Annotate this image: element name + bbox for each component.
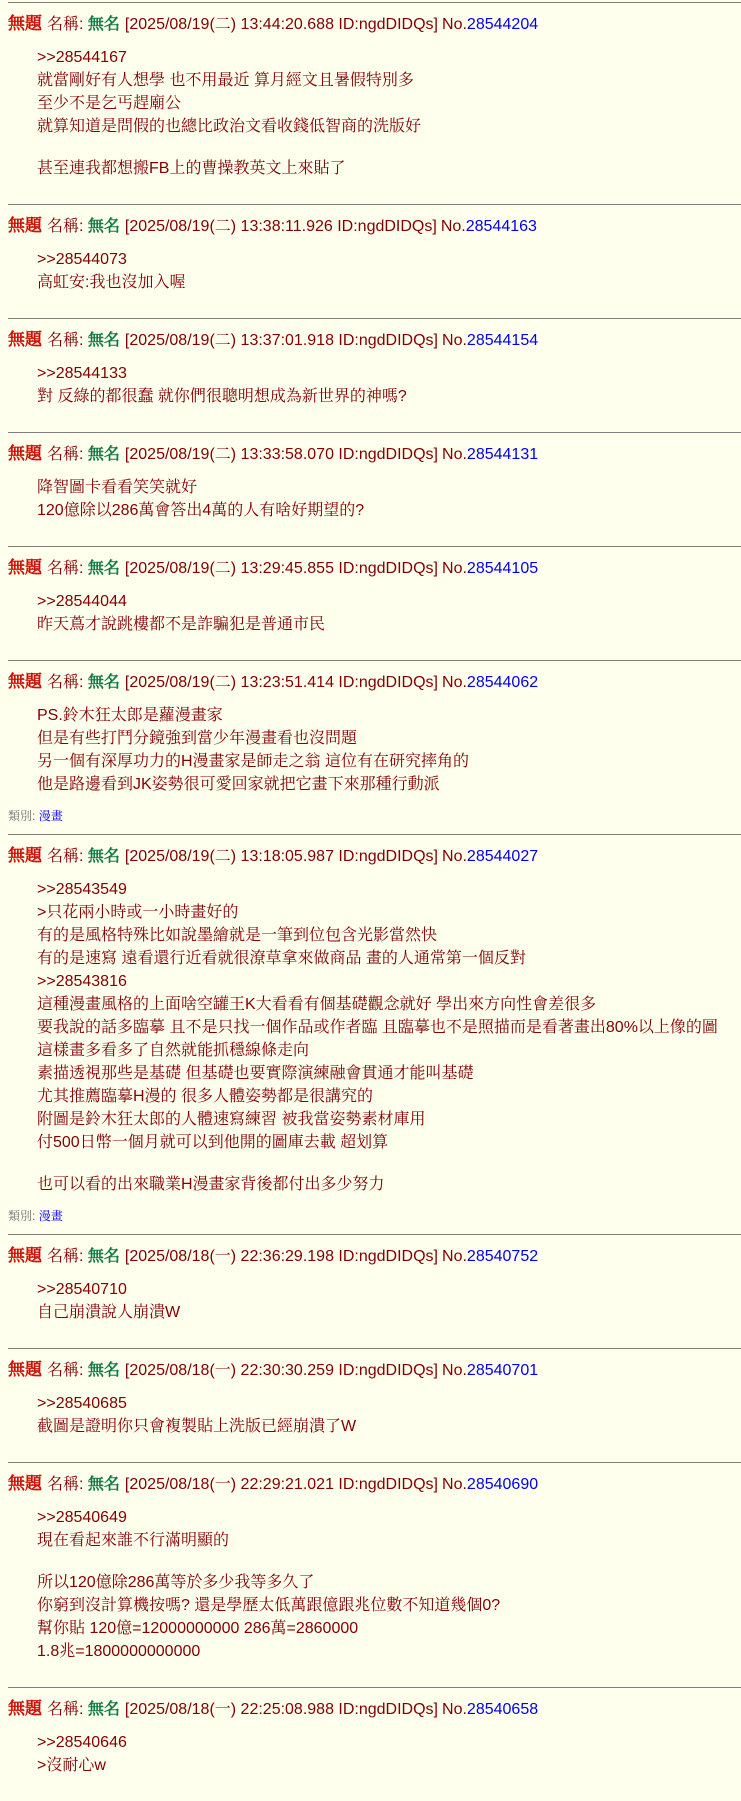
name-label: 名稱: [47,218,84,235]
reply-quote-link[interactable]: >>28543816 [37,973,127,990]
reply-quote-link[interactable]: >>28540710 [37,1281,127,1298]
reply-quote-link[interactable]: >>28544073 [37,251,127,268]
post-subject: 無題 [8,216,42,235]
reply-quote-link[interactable]: >>28540685 [37,1395,127,1412]
reply-quote-link[interactable]: >>28540646 [37,1734,127,1751]
name-label: 名稱: [47,1701,84,1718]
body-line: 付500日幣一個月就可以到他開的圖庫去載 超划算 [37,1134,389,1151]
post [8,318,741,432]
post-footer [8,408,741,432]
post-datetime-id: [2025/08/19(二) 13:23:51.414 ID:ngdDIDQs] [124,674,439,691]
post-body [37,476,741,522]
post-footer [8,1208,741,1234]
post-footer [8,1324,741,1348]
post-footer [8,1777,741,1801]
blank-line [37,1154,741,1173]
body-line: 降智圖卡看看笑笑就好 [37,479,198,496]
post-header [8,843,741,868]
post-datetime-id: [2025/08/19(二) 13:38:11.926 ID:ngdDIDQs] [124,218,437,235]
post-datetime-id: [2025/08/18(一) 22:30:30.259 ID:ngdDIDQs] [124,1362,439,1379]
body-line: 120億除以286萬會答出4萬的人有啥好期望的? [37,502,365,519]
post-number-link[interactable]: 28544131 [466,446,539,463]
name-label: 名稱: [47,16,84,33]
category-link[interactable]: 漫畫 [38,809,63,823]
post-body [37,362,741,408]
post-header [8,1357,741,1382]
post-header [8,669,741,694]
body-line: 所以120億除286萬等於多少我等多久了 [37,1574,315,1591]
body-line: 這種漫畫風格的上面啥空罐王K大看看有個基礎觀念就好 學出來方向性會差很多 [37,996,597,1013]
post [8,204,741,318]
category-label: 類別: [8,809,36,823]
post-footer [8,636,741,660]
reply-quote-link[interactable]: >>28544044 [37,593,127,610]
name-label: 名稱: [47,332,84,349]
name-label: 名稱: [47,1248,84,1265]
body-line: 幫你貼 120億=12000000000 286萬=2860000 [37,1620,359,1637]
post-number-link[interactable]: 28540658 [466,1701,539,1718]
poster-name: 無名 [87,446,120,463]
quote-line: >只花兩小時或一小時畫好的 [37,904,239,921]
category-label: 類別: [8,1209,36,1223]
name-label: 名稱: [47,848,84,865]
post [8,834,741,1234]
reply-quote-link[interactable]: >>28544133 [37,365,127,382]
body-line: 尤其推薦臨摹H漫的 很多人體姿勢都是很講究的 [37,1088,374,1105]
post-subject: 無題 [8,558,42,577]
post-no-label: No. [442,674,467,691]
post-number-link[interactable]: 28544062 [466,674,539,691]
name-label: 名稱: [47,560,84,577]
body-line: 就當剛好有人想學 也不用最近 算月經文且暑假特別多 [37,72,414,89]
post-subject: 無題 [8,1360,42,1379]
body-line: 昨天蔦才說跳樓都不是詐騙犯是普通市民 [37,616,326,633]
post-datetime-id: [2025/08/19(二) 13:33:58.070 ID:ngdDIDQs] [124,446,439,463]
body-line: 附圖是鈴木狂太郎的人體速寫練習 被我當姿勢素材庫用 [37,1111,426,1128]
post-category [8,1208,741,1224]
post [8,432,741,546]
body-line: 就算知道是問假的也總比政治文看收錢低智商的洗版好 [37,118,422,135]
body-line: 對 反綠的都很蠢 就你們很聰明想成為新世界的神嗎? [37,388,407,405]
post-datetime-id: [2025/08/19(二) 13:18:05.987 ID:ngdDIDQs] [124,848,439,865]
post-no-label: No. [442,848,467,865]
poster-name: 無名 [87,1476,120,1493]
post-datetime-id: [2025/08/18(一) 22:29:21.021 ID:ngdDIDQs] [124,1476,439,1493]
body-line: 截圖是證明你只會複製貼上洗版已經崩潰了W [37,1418,357,1435]
post-body [37,1392,741,1438]
body-line: 但是有些打鬥分鏡強到當少年漫畫看也沒問題 [37,730,358,747]
post-no-label: No. [442,446,467,463]
body-line: 這樣畫多看多了自然就能抓穩線條走向 [37,1042,310,1059]
post-number-link[interactable]: 28544163 [465,218,537,235]
name-label: 名稱: [47,446,84,463]
post-header [8,327,741,352]
body-line: 現在看起來誰不行滿明顯的 [37,1532,230,1549]
post-number-link[interactable]: 28540752 [466,1248,539,1265]
post-subject: 無題 [8,1474,42,1493]
post-header [8,213,741,238]
name-label: 名稱: [47,1362,84,1379]
post-datetime-id: [2025/08/19(二) 13:37:01.918 ID:ngdDIDQs] [124,332,439,349]
poster-name: 無名 [87,218,120,235]
blank-line [37,1552,741,1571]
post-datetime-id: [2025/08/18(一) 22:36:29.198 ID:ngdDIDQs] [124,1248,439,1265]
post-no-label: No. [442,560,467,577]
body-line: 素描透視那些是基礎 但基礎也要實際演練融會貫通才能叫基礎 [37,1065,474,1082]
body-line: 高虹安:我也沒加入喔 [37,274,186,291]
body-line: 有的是速寫 遠看還行近看就很潦草拿來做商品 畫的人通常第一個反對 [37,950,526,967]
body-line: 甚至連我都想搬FB上的曹操教英文上來貼了 [37,160,346,177]
quote-line: >沒耐心w [37,1757,106,1774]
post-number-link[interactable]: 28540701 [466,1362,539,1379]
post-body [37,1506,741,1663]
poster-name: 無名 [87,1701,120,1718]
post-body [37,1278,741,1324]
body-line: PS.鈴木狂太郎是蘿漫畫家 [37,707,223,724]
reply-quote-link[interactable]: >>28540649 [37,1509,127,1526]
body-line: 至少不是乞丐趕廟公 [37,95,182,112]
body-line: 也可以看的出來職業H漫畫家背後都付出多少努力 [37,1176,385,1193]
post-footer [8,1663,741,1687]
post-subject: 無題 [8,1699,42,1718]
post [8,546,741,660]
reply-quote-link[interactable]: >>28544167 [37,49,127,66]
post-no-label: No. [442,1476,467,1493]
post [8,660,741,834]
post-subject: 無題 [8,444,42,463]
post-no-label: No. [440,218,466,235]
name-label: 名稱: [47,1476,84,1493]
post-datetime-id: [2025/08/19(二) 13:44:20.688 ID:ngdDIDQs] [124,16,439,33]
post-no-label: No. [442,1701,467,1718]
post-datetime-id: [2025/08/19(二) 13:29:45.855 ID:ngdDIDQs] [124,560,439,577]
post-body [37,46,741,180]
post-header [8,1243,741,1268]
post [8,1687,741,1801]
post-subject: 無題 [8,846,42,865]
poster-name: 無名 [87,1362,120,1379]
post-body [37,248,741,294]
post-number-link[interactable]: 28544204 [466,16,539,33]
post-subject: 無題 [8,1246,42,1265]
body-line: 要我說的話多臨摹 且不是只找一個作品或作者臨 且臨摹也不是照描而是看著畫出80%以上像的圖 [37,1019,718,1036]
post-footer [8,808,741,834]
body-line: 他是路邊看到JK姿勢很可愛回家就把它畫下來那種行動派 [37,776,440,793]
post-datetime-id: [2025/08/18(一) 22:25:08.988 ID:ngdDIDQs] [124,1701,439,1718]
post-number-link[interactable]: 28544105 [466,560,539,577]
post-footer [8,1438,741,1462]
body-line: 自己崩潰說人崩潰W [37,1304,181,1321]
post-number-link[interactable]: 28544154 [466,332,539,349]
name-label: 名稱: [47,674,84,691]
post-subject: 無題 [8,672,42,691]
post-number-link[interactable]: 28544027 [466,848,539,865]
post-body [37,704,741,796]
blank-line [37,138,741,157]
category-link[interactable]: 漫畫 [38,1209,63,1223]
post-no-label: No. [442,1362,467,1379]
post-footer [8,522,741,546]
post-number-link[interactable]: 28540690 [466,1476,539,1493]
body-line: 有的是風格特殊比如說墨繪就是一筆到位包含光影當然快 [37,927,438,944]
reply-quote-link[interactable]: >>28543549 [37,881,127,898]
body-line: 1.8兆=1800000000000 [37,1643,201,1660]
poster-name: 無名 [87,848,120,865]
post-list [0,2,741,1801]
poster-name: 無名 [87,16,120,33]
post-header [8,1471,741,1496]
post-body [37,590,741,636]
post-header [8,555,741,580]
post-body [37,878,741,1196]
post-header [8,11,741,36]
post [8,1348,741,1462]
body-line: 另一個有深厚功力的H漫畫家是師走之翁 這位有在研究摔角的 [37,753,470,770]
post-category [8,808,741,824]
post [8,1234,741,1348]
post [8,1462,741,1687]
poster-name: 無名 [87,674,120,691]
poster-name: 無名 [87,332,120,349]
post-header [8,1696,741,1721]
post-footer [8,294,741,318]
post [8,2,741,204]
post-subject: 無題 [8,14,42,33]
body-line: 你窮到沒計算機按嗎? 還是學歷太低萬跟億跟兆位數不知道幾個0? [37,1597,501,1614]
post-no-label: No. [442,1248,467,1265]
post-body [37,1731,741,1777]
post-header [8,441,741,466]
post-no-label: No. [442,332,467,349]
post-no-label: No. [442,16,467,33]
post-footer [8,180,741,204]
poster-name: 無名 [87,1248,120,1265]
post-subject: 無題 [8,330,42,349]
poster-name: 無名 [87,560,120,577]
